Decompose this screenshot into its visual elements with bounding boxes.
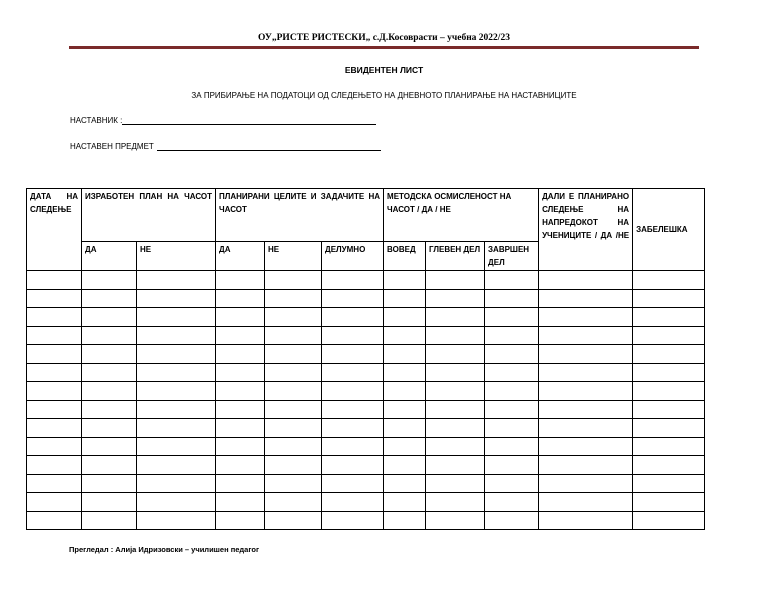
table-cell[interactable] bbox=[137, 493, 216, 512]
table-cell[interactable] bbox=[384, 493, 426, 512]
table-cell[interactable] bbox=[426, 308, 485, 327]
table-cell[interactable] bbox=[216, 511, 265, 530]
table-cell[interactable] bbox=[485, 326, 539, 345]
table-cell[interactable] bbox=[265, 511, 322, 530]
table-cell[interactable] bbox=[539, 493, 633, 512]
table-cell[interactable] bbox=[265, 382, 322, 401]
table-cell[interactable] bbox=[137, 456, 216, 475]
table-cell[interactable] bbox=[539, 400, 633, 419]
table-cell[interactable] bbox=[27, 382, 82, 401]
teacher-field bbox=[70, 115, 376, 125]
table-cell[interactable] bbox=[384, 437, 426, 456]
table-cell[interactable] bbox=[485, 456, 539, 475]
school-header: ОУ„РИСТЕ РИСТЕСКИ„ с.Д.Косоврасти – учебна 2022/23 bbox=[258, 33, 510, 43]
table-cell[interactable] bbox=[27, 456, 82, 475]
table-cell[interactable] bbox=[485, 308, 539, 327]
table-cell[interactable] bbox=[426, 326, 485, 345]
table-row bbox=[27, 419, 705, 438]
table-cell[interactable] bbox=[137, 400, 216, 419]
header-progress: ДАЛИ Е ПЛАНИРАНО СЛЕДЕЊЕ НА НАПРЕДОКОТ НА УЧЕНИЦИТЕ / ДА /НЕ bbox=[539, 189, 633, 271]
table-cell[interactable] bbox=[539, 511, 633, 530]
table-cell[interactable] bbox=[384, 419, 426, 438]
table-cell[interactable] bbox=[216, 289, 265, 308]
table-cell[interactable] bbox=[539, 456, 633, 475]
table-cell[interactable] bbox=[27, 400, 82, 419]
table-cell[interactable] bbox=[426, 345, 485, 364]
table-cell[interactable] bbox=[633, 382, 705, 401]
table-row bbox=[27, 437, 705, 456]
table-cell[interactable] bbox=[485, 474, 539, 493]
table-row bbox=[27, 271, 705, 290]
table-cell[interactable] bbox=[27, 308, 82, 327]
table-cell[interactable] bbox=[322, 308, 384, 327]
table-cell[interactable] bbox=[137, 345, 216, 364]
table-cell[interactable] bbox=[82, 456, 137, 475]
table-cell[interactable] bbox=[27, 326, 82, 345]
table-cell[interactable] bbox=[322, 437, 384, 456]
table-cell[interactable] bbox=[82, 363, 137, 382]
table-cell[interactable] bbox=[633, 400, 705, 419]
table-cell[interactable] bbox=[426, 437, 485, 456]
table-cell[interactable] bbox=[27, 289, 82, 308]
subject-fill-line[interactable] bbox=[157, 141, 381, 151]
table-cell[interactable] bbox=[27, 419, 82, 438]
table-cell[interactable] bbox=[633, 511, 705, 530]
table-cell[interactable] bbox=[384, 308, 426, 327]
table-cell[interactable] bbox=[137, 419, 216, 438]
table-cell[interactable] bbox=[82, 345, 137, 364]
subheader-plan-yes: ДА bbox=[82, 242, 137, 271]
table-cell[interactable] bbox=[265, 271, 322, 290]
table-cell[interactable] bbox=[633, 345, 705, 364]
table-cell[interactable] bbox=[322, 474, 384, 493]
table-cell[interactable] bbox=[426, 456, 485, 475]
table-cell[interactable] bbox=[322, 456, 384, 475]
table-cell[interactable] bbox=[27, 474, 82, 493]
table-cell[interactable] bbox=[384, 271, 426, 290]
document-title: ЕВИДЕНТЕН ЛИСТ bbox=[344, 65, 424, 75]
header-date: ДАТА НА СЛЕДЕЊЕ bbox=[27, 189, 82, 271]
table-cell[interactable] bbox=[322, 382, 384, 401]
table-cell[interactable] bbox=[137, 271, 216, 290]
table-cell[interactable] bbox=[485, 419, 539, 438]
table-cell[interactable] bbox=[27, 511, 82, 530]
table-cell[interactable] bbox=[216, 474, 265, 493]
table-cell[interactable] bbox=[384, 456, 426, 475]
table-cell[interactable] bbox=[384, 345, 426, 364]
table-row bbox=[27, 326, 705, 345]
table-row bbox=[27, 511, 705, 530]
table-cell[interactable] bbox=[216, 400, 265, 419]
table-cell[interactable] bbox=[27, 345, 82, 364]
table-cell[interactable] bbox=[633, 456, 705, 475]
table-cell[interactable] bbox=[82, 289, 137, 308]
table-cell[interactable] bbox=[27, 363, 82, 382]
table-row bbox=[27, 382, 705, 401]
table-cell[interactable] bbox=[633, 493, 705, 512]
table-cell[interactable] bbox=[485, 437, 539, 456]
table-cell[interactable] bbox=[633, 308, 705, 327]
table-cell[interactable] bbox=[137, 363, 216, 382]
table-row bbox=[27, 308, 705, 327]
table-cell[interactable] bbox=[27, 493, 82, 512]
table-cell[interactable] bbox=[539, 326, 633, 345]
subheader-goals-yes: ДА bbox=[216, 242, 265, 271]
table-cell[interactable] bbox=[426, 382, 485, 401]
subheader-method-end: ЗАВРШЕН ДЕЛ bbox=[485, 242, 539, 271]
reviewer-footer: Прегледал : Алија Идризовски – училишен педагог bbox=[69, 545, 260, 554]
table-cell[interactable] bbox=[82, 382, 137, 401]
table-cell[interactable] bbox=[265, 326, 322, 345]
table-cell[interactable] bbox=[265, 363, 322, 382]
subheader-method-main: ГЛЕВЕН ДЕЛ bbox=[426, 242, 485, 271]
table-cell[interactable] bbox=[485, 511, 539, 530]
table-row bbox=[27, 289, 705, 308]
table-cell[interactable] bbox=[82, 400, 137, 419]
table-cell[interactable] bbox=[27, 271, 82, 290]
document-subtitle: ЗА ПРИБИРАЊЕ НА ПОДАТОЦИ ОД СЛЕДЕЊЕТО НА ДНЕВНОТО ПЛАНИРАЊЕ НА НАСТАВНИЦИТЕ bbox=[191, 91, 577, 100]
table-row bbox=[27, 400, 705, 419]
table-row bbox=[27, 493, 705, 512]
table-cell[interactable] bbox=[137, 289, 216, 308]
header-method: МЕТОДСКА ОСМИСЛЕНОСТ НА ЧАСОТ / ДА / НЕ bbox=[384, 189, 539, 242]
table-cell[interactable] bbox=[265, 345, 322, 364]
table-cell[interactable] bbox=[485, 493, 539, 512]
table-cell[interactable] bbox=[384, 382, 426, 401]
table-cell[interactable] bbox=[384, 400, 426, 419]
table-cell[interactable] bbox=[82, 474, 137, 493]
table-cell[interactable] bbox=[426, 511, 485, 530]
table-cell[interactable] bbox=[633, 289, 705, 308]
table-cell[interactable] bbox=[426, 474, 485, 493]
table-cell[interactable] bbox=[633, 271, 705, 290]
table-row bbox=[27, 474, 705, 493]
table-cell[interactable] bbox=[82, 437, 137, 456]
table-cell[interactable] bbox=[426, 271, 485, 290]
table-cell[interactable] bbox=[82, 511, 137, 530]
table-cell[interactable] bbox=[216, 345, 265, 364]
table-cell[interactable] bbox=[485, 400, 539, 419]
table-cell[interactable] bbox=[322, 400, 384, 419]
teacher-label: НАСТАВНИК : bbox=[70, 116, 123, 125]
teacher-fill-line[interactable] bbox=[122, 115, 376, 125]
table-cell[interactable] bbox=[82, 419, 137, 438]
table-cell[interactable] bbox=[633, 419, 705, 438]
table-cell[interactable] bbox=[426, 400, 485, 419]
record-table bbox=[26, 188, 705, 530]
table-cell[interactable] bbox=[82, 271, 137, 290]
table-cell[interactable] bbox=[216, 382, 265, 401]
table-cell[interactable] bbox=[216, 456, 265, 475]
table-cell[interactable] bbox=[384, 511, 426, 530]
table-cell[interactable] bbox=[322, 326, 384, 345]
table-cell[interactable] bbox=[384, 326, 426, 345]
table-cell[interactable] bbox=[216, 493, 265, 512]
table-cell[interactable] bbox=[384, 474, 426, 493]
table-cell[interactable] bbox=[633, 474, 705, 493]
subheader-goals-no: НЕ bbox=[265, 242, 322, 271]
table-cell[interactable] bbox=[265, 493, 322, 512]
table-cell[interactable] bbox=[216, 308, 265, 327]
header-plan: ИЗРАБОТЕН ПЛАН НА ЧАСОТ bbox=[82, 189, 216, 242]
table-cell[interactable] bbox=[137, 474, 216, 493]
table-cell[interactable] bbox=[137, 511, 216, 530]
subject-label: НАСТАВЕН ПРЕДМЕТ bbox=[70, 142, 154, 151]
table-cell[interactable] bbox=[82, 308, 137, 327]
table-cell[interactable] bbox=[322, 363, 384, 382]
table-cell[interactable] bbox=[485, 382, 539, 401]
table-cell[interactable] bbox=[485, 289, 539, 308]
table-cell[interactable] bbox=[539, 345, 633, 364]
table-cell[interactable] bbox=[216, 363, 265, 382]
table-cell[interactable] bbox=[384, 289, 426, 308]
table-cell[interactable] bbox=[265, 437, 322, 456]
table-row bbox=[27, 363, 705, 382]
table-cell[interactable] bbox=[27, 437, 82, 456]
table-cell[interactable] bbox=[384, 363, 426, 382]
subheader-plan-no: НЕ bbox=[137, 242, 216, 271]
subject-field bbox=[70, 141, 381, 151]
table-cell[interactable] bbox=[426, 289, 485, 308]
table-cell[interactable] bbox=[137, 326, 216, 345]
table-cell[interactable] bbox=[322, 493, 384, 512]
table-cell[interactable] bbox=[82, 326, 137, 345]
header-goals: ПЛАНИРАНИ ЦЕЛИТЕ И ЗАДАЧИТЕ НА ЧАСОТ bbox=[216, 189, 384, 242]
table-cell[interactable] bbox=[322, 271, 384, 290]
table-cell[interactable] bbox=[322, 511, 384, 530]
table-cell[interactable] bbox=[216, 326, 265, 345]
header-note: ЗАБЕЛЕШКА bbox=[633, 189, 705, 271]
table-cell[interactable] bbox=[485, 363, 539, 382]
table-cell[interactable] bbox=[265, 289, 322, 308]
table-cell[interactable] bbox=[137, 308, 216, 327]
table-cell[interactable] bbox=[426, 363, 485, 382]
subheader-goals-partial: ДЕЛУМНО bbox=[322, 242, 384, 271]
table-cell[interactable] bbox=[82, 493, 137, 512]
table-cell[interactable] bbox=[265, 400, 322, 419]
table-row bbox=[27, 456, 705, 475]
table-cell[interactable] bbox=[539, 474, 633, 493]
table-cell[interactable] bbox=[539, 382, 633, 401]
table-row bbox=[27, 345, 705, 364]
table-cell[interactable] bbox=[322, 419, 384, 438]
table-cell[interactable] bbox=[633, 437, 705, 456]
table-cell[interactable] bbox=[539, 271, 633, 290]
table-cell[interactable] bbox=[216, 419, 265, 438]
table-cell[interactable] bbox=[485, 271, 539, 290]
table-cell[interactable] bbox=[539, 437, 633, 456]
table-cell[interactable] bbox=[539, 419, 633, 438]
table-cell[interactable] bbox=[322, 289, 384, 308]
table-cell[interactable] bbox=[539, 308, 633, 327]
table-cell[interactable] bbox=[485, 345, 539, 364]
table-cell[interactable] bbox=[137, 437, 216, 456]
table-cell[interactable] bbox=[539, 289, 633, 308]
subheader-method-intro: ВОВЕД bbox=[384, 242, 426, 271]
table-cell[interactable] bbox=[426, 419, 485, 438]
header-rule bbox=[69, 46, 699, 49]
table-cell[interactable] bbox=[265, 308, 322, 327]
table-cell[interactable] bbox=[633, 326, 705, 345]
table-cell[interactable] bbox=[216, 437, 265, 456]
table-cell[interactable] bbox=[633, 363, 705, 382]
table-cell[interactable] bbox=[539, 363, 633, 382]
table-cell[interactable] bbox=[265, 456, 322, 475]
table-cell[interactable] bbox=[265, 474, 322, 493]
table-cell[interactable] bbox=[322, 345, 384, 364]
table-cell[interactable] bbox=[265, 419, 322, 438]
table-cell[interactable] bbox=[426, 493, 485, 512]
table-cell[interactable] bbox=[137, 382, 216, 401]
table-cell[interactable] bbox=[216, 271, 265, 290]
